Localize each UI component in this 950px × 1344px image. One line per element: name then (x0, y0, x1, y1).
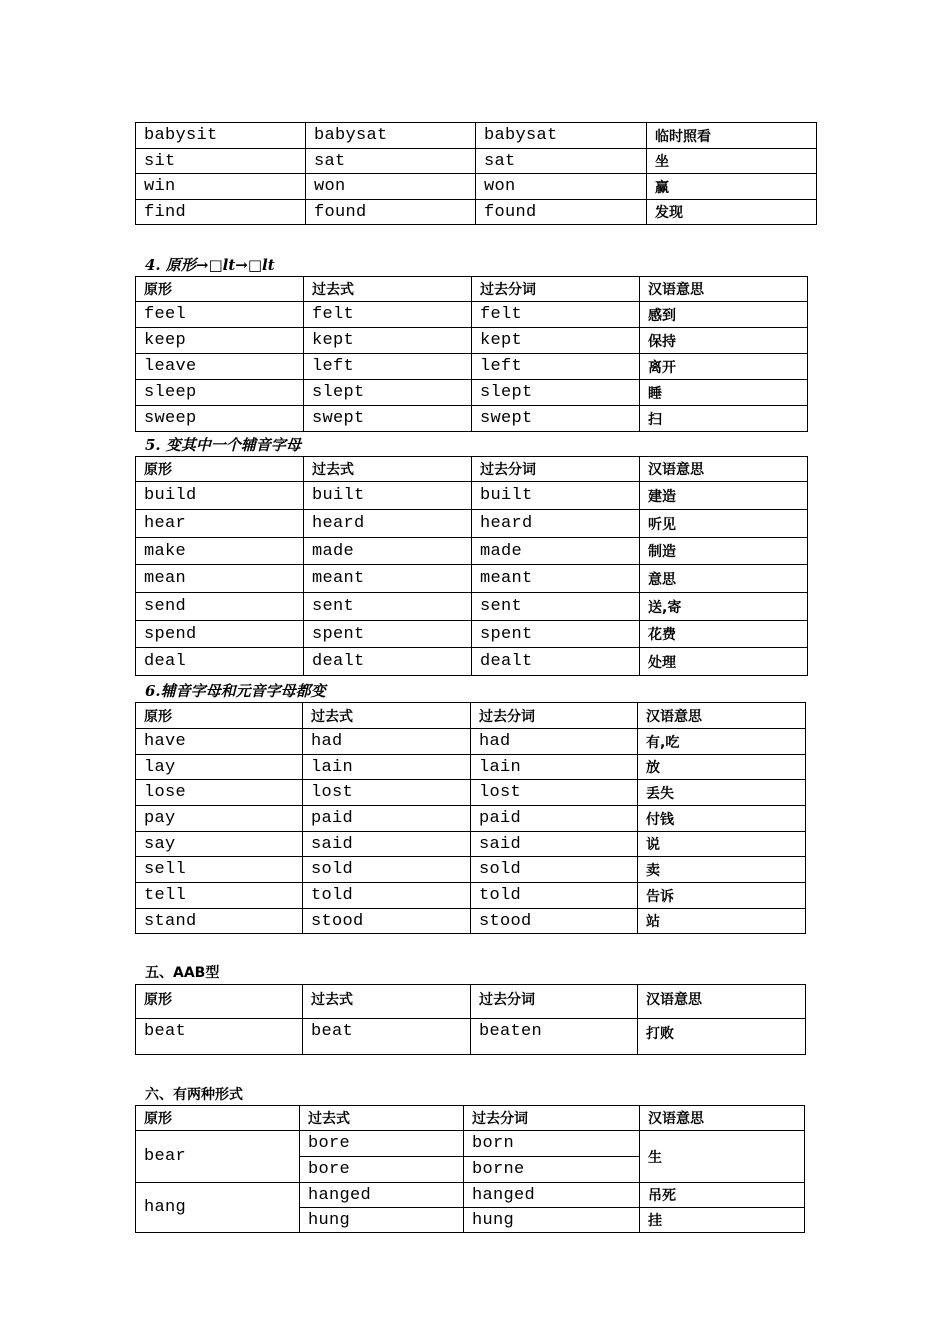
header-past-participle: 过去分词 (464, 1106, 640, 1131)
base-form-cell: leave (136, 354, 304, 380)
table-row (136, 200, 817, 225)
base-form-cell: lose (136, 780, 303, 806)
past-participle-cell: told (471, 883, 638, 909)
header-past-tense: 过去式 (303, 985, 471, 1019)
past-tense-cell: told (303, 883, 471, 909)
base-form-cell: keep (136, 328, 304, 354)
base-form-cell: lay (136, 755, 303, 780)
section-6-table (135, 702, 806, 934)
table-row (136, 648, 808, 676)
past-participle-cell: said (471, 832, 638, 857)
base-form-cell: win (136, 174, 306, 200)
table-row (136, 149, 817, 174)
header-meaning: 汉语意思 (638, 985, 806, 1019)
meaning-cell: 感到 (640, 302, 808, 328)
past-tense-cell: hung (300, 1208, 464, 1233)
header-past-participle: 过去分词 (472, 277, 640, 302)
meaning-cell: 有,吃 (638, 729, 806, 755)
header-meaning: 汉语意思 (640, 457, 808, 482)
base-form-cell: tell (136, 883, 303, 909)
section-two-forms-table (135, 1105, 805, 1233)
header-base-form: 原形 (136, 1106, 300, 1131)
table-row (136, 380, 808, 406)
meaning-cell: 挂 (640, 1208, 805, 1233)
section-aab-heading: 五、AAB型 (145, 965, 220, 981)
table-row (136, 406, 808, 432)
table-row (136, 883, 806, 909)
past-tense-cell: kept (304, 328, 472, 354)
past-participle-cell: borne (464, 1157, 640, 1183)
header-meaning: 汉语意思 (640, 1106, 805, 1131)
table-row (136, 909, 806, 934)
table-header-row (136, 1106, 805, 1131)
past-tense-cell: had (303, 729, 471, 755)
meaning-cell: 生 (640, 1131, 805, 1183)
past-participle-cell: built (472, 482, 640, 510)
past-participle-cell: left (472, 354, 640, 380)
meaning-cell: 处理 (640, 648, 808, 676)
header-base-form: 原形 (136, 985, 303, 1019)
past-participle-cell: lain (471, 755, 638, 780)
past-participle-cell: lost (471, 780, 638, 806)
header-past-participle: 过去分词 (472, 457, 640, 482)
table-row (136, 354, 808, 380)
base-form-cell: have (136, 729, 303, 755)
past-participle-cell: hanged (464, 1183, 640, 1208)
meaning-cell: 吊死 (640, 1183, 805, 1208)
table-header-row (136, 457, 808, 482)
base-form-cell: say (136, 832, 303, 857)
past-tense-cell: slept (304, 380, 472, 406)
past-tense-cell: swept (304, 406, 472, 432)
past-participle-cell: sold (471, 857, 638, 883)
table-row (136, 302, 808, 328)
past-tense-cell: dealt (304, 648, 472, 676)
past-tense-cell: babysat (306, 123, 476, 149)
base-form-cell: send (136, 593, 304, 621)
base-form-cell: babysit (136, 123, 306, 149)
past-tense-cell: sat (306, 149, 476, 174)
past-tense-cell: paid (303, 806, 471, 832)
meaning-cell: 花费 (640, 621, 808, 648)
meaning-cell: 付钱 (638, 806, 806, 832)
past-participle-cell: swept (472, 406, 640, 432)
past-participle-cell: spent (472, 621, 640, 648)
past-tense-cell: bore (300, 1131, 464, 1157)
header-base-form: 原形 (136, 457, 304, 482)
header-base-form: 原形 (136, 703, 303, 729)
base-form-cell: mean (136, 565, 304, 593)
meaning-cell: 制造 (640, 538, 808, 565)
past-tense-cell: stood (303, 909, 471, 934)
table-header-row (136, 985, 806, 1019)
past-participle-cell: sat (476, 149, 647, 174)
table-row (136, 482, 808, 510)
meaning-cell: 放 (638, 755, 806, 780)
past-tense-cell: made (304, 538, 472, 565)
past-participle-cell: had (471, 729, 638, 755)
base-form-cell: stand (136, 909, 303, 934)
past-participle-cell: paid (471, 806, 638, 832)
header-base-form: 原形 (136, 277, 304, 302)
table-row (136, 174, 817, 200)
past-tense-cell: beat (303, 1019, 471, 1055)
past-tense-cell: bore (300, 1157, 464, 1183)
table-row (136, 1183, 805, 1208)
table-row (136, 621, 808, 648)
meaning-cell: 卖 (638, 857, 806, 883)
table-row (136, 755, 806, 780)
table-row (136, 857, 806, 883)
meaning-cell: 发现 (647, 200, 817, 225)
section-5-table (135, 456, 808, 676)
table-row (136, 593, 808, 621)
table-row (136, 780, 806, 806)
past-participle-cell: sent (472, 593, 640, 621)
past-tense-cell: built (304, 482, 472, 510)
past-tense-cell: spent (304, 621, 472, 648)
meaning-cell: 建造 (640, 482, 808, 510)
past-tense-cell: lain (303, 755, 471, 780)
table-row (136, 832, 806, 857)
meaning-cell: 送,寄 (640, 593, 808, 621)
section-6-heading: 6.辅音字母和元音字母都变 (145, 682, 326, 700)
past-tense-cell: found (306, 200, 476, 225)
past-participle-cell: babysat (476, 123, 647, 149)
header-past-tense: 过去式 (300, 1106, 464, 1131)
base-form-cell: deal (136, 648, 304, 676)
meaning-cell: 站 (638, 909, 806, 934)
past-tense-cell: said (303, 832, 471, 857)
past-participle-cell: made (472, 538, 640, 565)
table-row (136, 806, 806, 832)
section-aab-table (135, 984, 806, 1055)
section-5-heading: 5. 变其中一个辅音字母 (145, 436, 301, 454)
base-form-cell: feel (136, 302, 304, 328)
meaning-cell: 保持 (640, 328, 808, 354)
past-participle-cell: kept (472, 328, 640, 354)
meaning-cell: 听见 (640, 510, 808, 538)
base-form-cell: beat (136, 1019, 303, 1055)
table-row (136, 328, 808, 354)
past-tense-cell: meant (304, 565, 472, 593)
header-meaning: 汉语意思 (640, 277, 808, 302)
meaning-cell: 睡 (640, 380, 808, 406)
table-header-row (136, 277, 808, 302)
header-past-tense: 过去式 (304, 457, 472, 482)
header-past-tense: 过去式 (304, 277, 472, 302)
past-tense-cell: heard (304, 510, 472, 538)
past-participle-cell: found (476, 200, 647, 225)
meaning-cell: 扫 (640, 406, 808, 432)
table-row (136, 510, 808, 538)
meaning-cell: 临时照看 (647, 123, 817, 149)
table-row (136, 729, 806, 755)
past-tense-cell: left (304, 354, 472, 380)
past-participle-cell: felt (472, 302, 640, 328)
base-form-cell: sit (136, 149, 306, 174)
table-row (136, 565, 808, 593)
base-form-cell: make (136, 538, 304, 565)
table-row (136, 1019, 806, 1055)
past-participle-cell: dealt (472, 648, 640, 676)
base-form-cell: build (136, 482, 304, 510)
past-participle-cell: beaten (471, 1019, 638, 1055)
meaning-cell: 告诉 (638, 883, 806, 909)
past-participle-cell: slept (472, 380, 640, 406)
section-4-table (135, 276, 808, 432)
past-tense-cell: won (306, 174, 476, 200)
section-4-heading: 4. 原形→□lt→□lt (145, 256, 275, 274)
base-form-cell: sweep (136, 406, 304, 432)
past-participle-cell: born (464, 1131, 640, 1157)
meaning-cell: 意思 (640, 565, 808, 593)
past-participle-cell: stood (471, 909, 638, 934)
header-meaning: 汉语意思 (638, 703, 806, 729)
base-form-cell: pay (136, 806, 303, 832)
table-row (136, 538, 808, 565)
meaning-cell: 说 (638, 832, 806, 857)
header-past-participle: 过去分词 (471, 703, 638, 729)
past-tense-cell: felt (304, 302, 472, 328)
past-participle-cell: meant (472, 565, 640, 593)
base-form-cell: sleep (136, 380, 304, 406)
header-past-participle: 过去分词 (471, 985, 638, 1019)
past-participle-cell: won (476, 174, 647, 200)
base-form-cell: bear (136, 1131, 300, 1183)
base-form-cell: hang (136, 1183, 300, 1233)
past-participle-cell: hung (464, 1208, 640, 1233)
base-form-cell: find (136, 200, 306, 225)
past-tense-cell: sold (303, 857, 471, 883)
meaning-cell: 丢失 (638, 780, 806, 806)
header-past-tense: 过去式 (303, 703, 471, 729)
base-form-cell: spend (136, 621, 304, 648)
meaning-cell: 坐 (647, 149, 817, 174)
section-two-forms-heading: 六、有两种形式 (145, 1087, 243, 1103)
top-verb-table (135, 122, 817, 225)
base-form-cell: hear (136, 510, 304, 538)
meaning-cell: 赢 (647, 174, 817, 200)
table-row (136, 1131, 805, 1157)
past-tense-cell: lost (303, 780, 471, 806)
table-row (136, 123, 817, 149)
past-participle-cell: heard (472, 510, 640, 538)
meaning-cell: 离开 (640, 354, 808, 380)
base-form-cell: sell (136, 857, 303, 883)
meaning-cell: 打败 (638, 1019, 806, 1055)
past-tense-cell: sent (304, 593, 472, 621)
table-header-row (136, 703, 806, 729)
past-tense-cell: hanged (300, 1183, 464, 1208)
